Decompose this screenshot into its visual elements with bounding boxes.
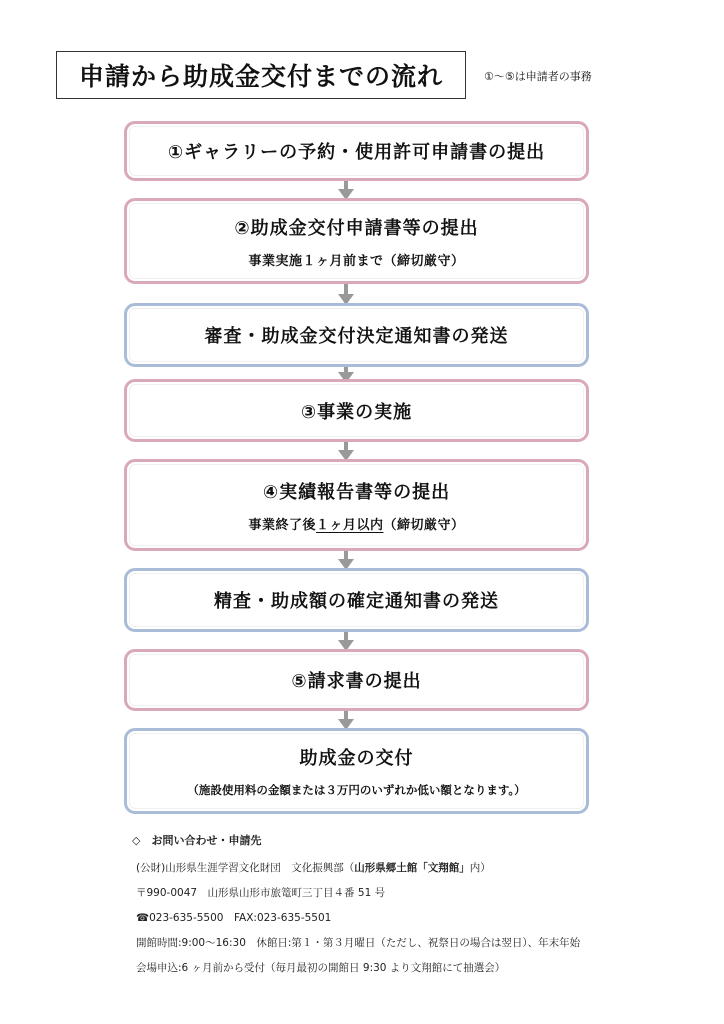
step-deadline: 事業実施１ヶ月前まで（締切厳守） xyxy=(248,253,465,269)
contact-reservation: 会場申込:6 ヶ月前から受付（毎月最初の開館日 9:30 より文翔館にて抽選会） xyxy=(136,962,506,974)
deadline-suffix: （締切厳守） xyxy=(383,517,465,533)
deadline-prefix: 事業終了後 xyxy=(248,517,316,533)
contact-heading: ◇ お問い合わせ・申請先 xyxy=(132,834,262,847)
org-suffix: 内） xyxy=(469,862,491,874)
step-title: ①ギャラリーの予約・使用許可申請書の提出 xyxy=(167,142,546,163)
org-prefix: (公財)山形県生涯学習文化財団 文化振興部（ xyxy=(136,862,355,874)
step-title: ④実績報告書等の提出 xyxy=(262,481,451,503)
org-venue: 山形県郷土館「文翔館」 xyxy=(354,862,470,874)
step-title: 助成金の交付 xyxy=(299,748,414,769)
step-title: 精査・助成額の確定通知書の発送 xyxy=(214,591,499,612)
page-title: 申請から助成金交付までの流れ xyxy=(56,51,466,99)
step-note: （施設使用料の金額または３万円のいずれか低い額となります。） xyxy=(187,783,526,797)
flow-step-2 xyxy=(124,198,589,284)
flow-step-confirm xyxy=(124,568,589,632)
contact-phone: ☎023-635-5500 FAX:023-635-5501 xyxy=(136,912,332,924)
flow-step-grant xyxy=(124,728,589,814)
step-deadline xyxy=(248,514,464,533)
down-arrow-icon xyxy=(338,284,354,305)
contact-organization xyxy=(136,860,580,875)
flow-step-5 xyxy=(124,649,589,711)
deadline-underlined: １ヶ月以内 xyxy=(315,517,384,533)
flow-step-3 xyxy=(124,379,589,442)
title-note: ①〜⑤は申請者の事務 xyxy=(484,70,592,83)
flow-step-4 xyxy=(124,459,589,551)
flow-step-1 xyxy=(124,121,589,181)
flow-step-review xyxy=(124,303,589,367)
contact-address: 〒990-0047 山形県山形市旅篭町三丁目４番 51 号 xyxy=(136,887,386,899)
step-title: ③事業の実施 xyxy=(300,401,413,423)
step-title: 審査・助成金交付決定通知書の発送 xyxy=(204,326,509,347)
step-title: ⑤請求書の提出 xyxy=(291,671,422,692)
step-title: ②助成金交付申請書等の提出 xyxy=(234,217,479,239)
contact-section xyxy=(132,832,581,985)
contact-hours: 開館時間:9:00〜16:30 休館日:第１・第３月曜日（ただし、祝祭日の場合は翌日）、年末年始 xyxy=(136,937,581,949)
